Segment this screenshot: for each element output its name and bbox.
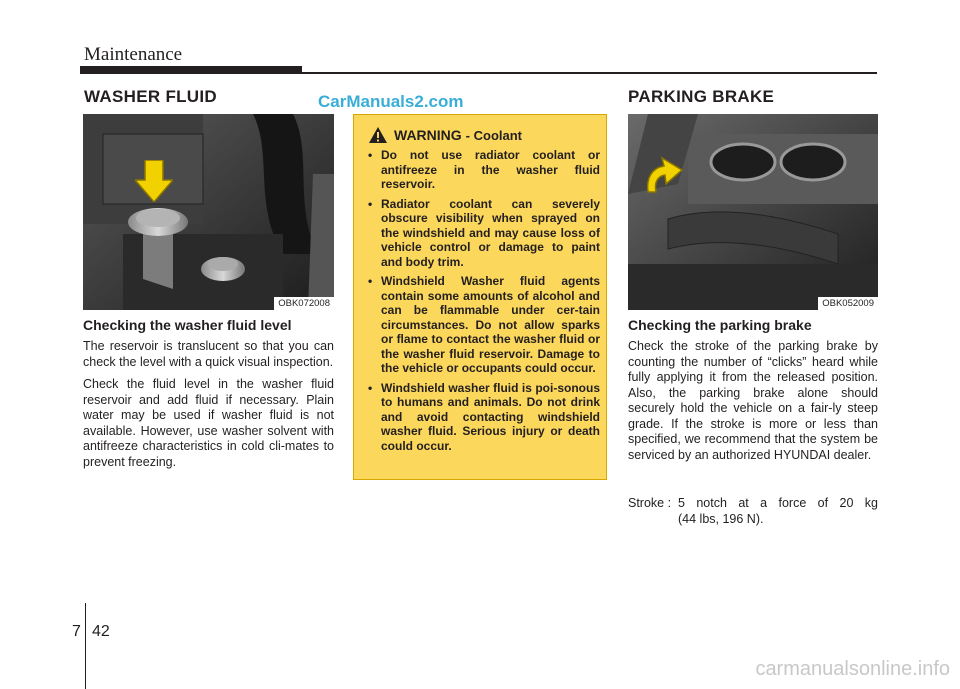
washer-paragraph-1: The reservoir is translucent so that you can check the level with a quick visual inspection.	[83, 339, 334, 369]
washer-reservoir-photo	[83, 114, 334, 310]
warning-title-main: WARNING	[394, 127, 462, 143]
warning-item: • Radiator coolant can severely obscure visibility when sprayed on the windshield and may cause loss of vehicle control or damage to paint and body trim.	[368, 197, 600, 270]
stroke-spec	[628, 496, 878, 527]
parking-paragraph: Check the stroke of the parking brake by counting the number of “clicks” heard while fully applying it from the released position. Also, the parking brake alone should securely hold the vehicle on a fair-ly steep grade. If the stroke is more or less than specified, we recommend that the system be serviced by an authorized HYUNDAI dealer.	[628, 339, 878, 462]
warning-box	[353, 114, 607, 480]
curved-arrow-icon	[642, 156, 684, 196]
watermark-top: CarManuals2.com	[318, 92, 464, 111]
page-header-title: Maintenance	[84, 44, 183, 65]
stroke-value-1: 5 notch at a force of 20 kg	[678, 496, 878, 510]
washer-section-title: WASHER FLUID	[84, 87, 217, 106]
washer-photo-caption: OBK072008	[274, 297, 334, 310]
parking-photo-caption: OBK052009	[818, 297, 878, 310]
washer-reservoir-illustration	[83, 114, 334, 310]
warning-title	[368, 126, 522, 144]
watermark-bottom: carmanualsonline.info	[755, 658, 950, 680]
warning-triangle-icon	[368, 126, 388, 144]
stroke-value-2: (44 lbs, 196 N).	[678, 511, 764, 526]
footer-rule	[85, 603, 86, 689]
warning-item: • Do not use radiator coolant or antifreeze in the washer fluid reservoir.	[368, 148, 600, 192]
parking-section-title: PARKING BRAKE	[628, 87, 775, 106]
warning-item: • Windshield Washer fluid agents contain some amounts of alcohol and can be flammable under cer-tain circumstances. Do not allow sparks or flame to contact the washer fluid or the washer fluid reservoir. Damage to the vehicle or occupants could occur.	[368, 274, 600, 376]
header-rule	[300, 72, 877, 74]
page-number: 42	[92, 623, 110, 640]
chapter-number: 7	[72, 623, 81, 640]
washer-paragraph-2: Check the fluid level in the washer fluid reservoir and add fluid if necessary. Plain water may be used if washer fluid is not available. However, use washer solvent with antifreeze characteristics in cold cli-mates to prevent freezing.	[83, 377, 334, 469]
warning-item: • Windshield washer fluid is poi-sonous to humans and animals. Do not drink and avoid contacting windshield washer fluid. Serious injury or death could occur.	[368, 381, 600, 454]
warning-title-sub: - Coolant	[465, 127, 522, 143]
warning-list	[368, 148, 600, 458]
stroke-label: Stroke :	[628, 496, 672, 510]
header-bar	[80, 66, 302, 74]
parking-body	[628, 339, 878, 470]
parking-brake-photo	[628, 114, 878, 310]
parking-subheading: Checking the parking brake	[628, 317, 812, 333]
washer-subheading: Checking the washer fluid level	[83, 317, 292, 333]
arrow-down-icon	[135, 160, 173, 202]
parking-brake-illustration	[628, 114, 878, 310]
washer-body	[83, 339, 334, 477]
